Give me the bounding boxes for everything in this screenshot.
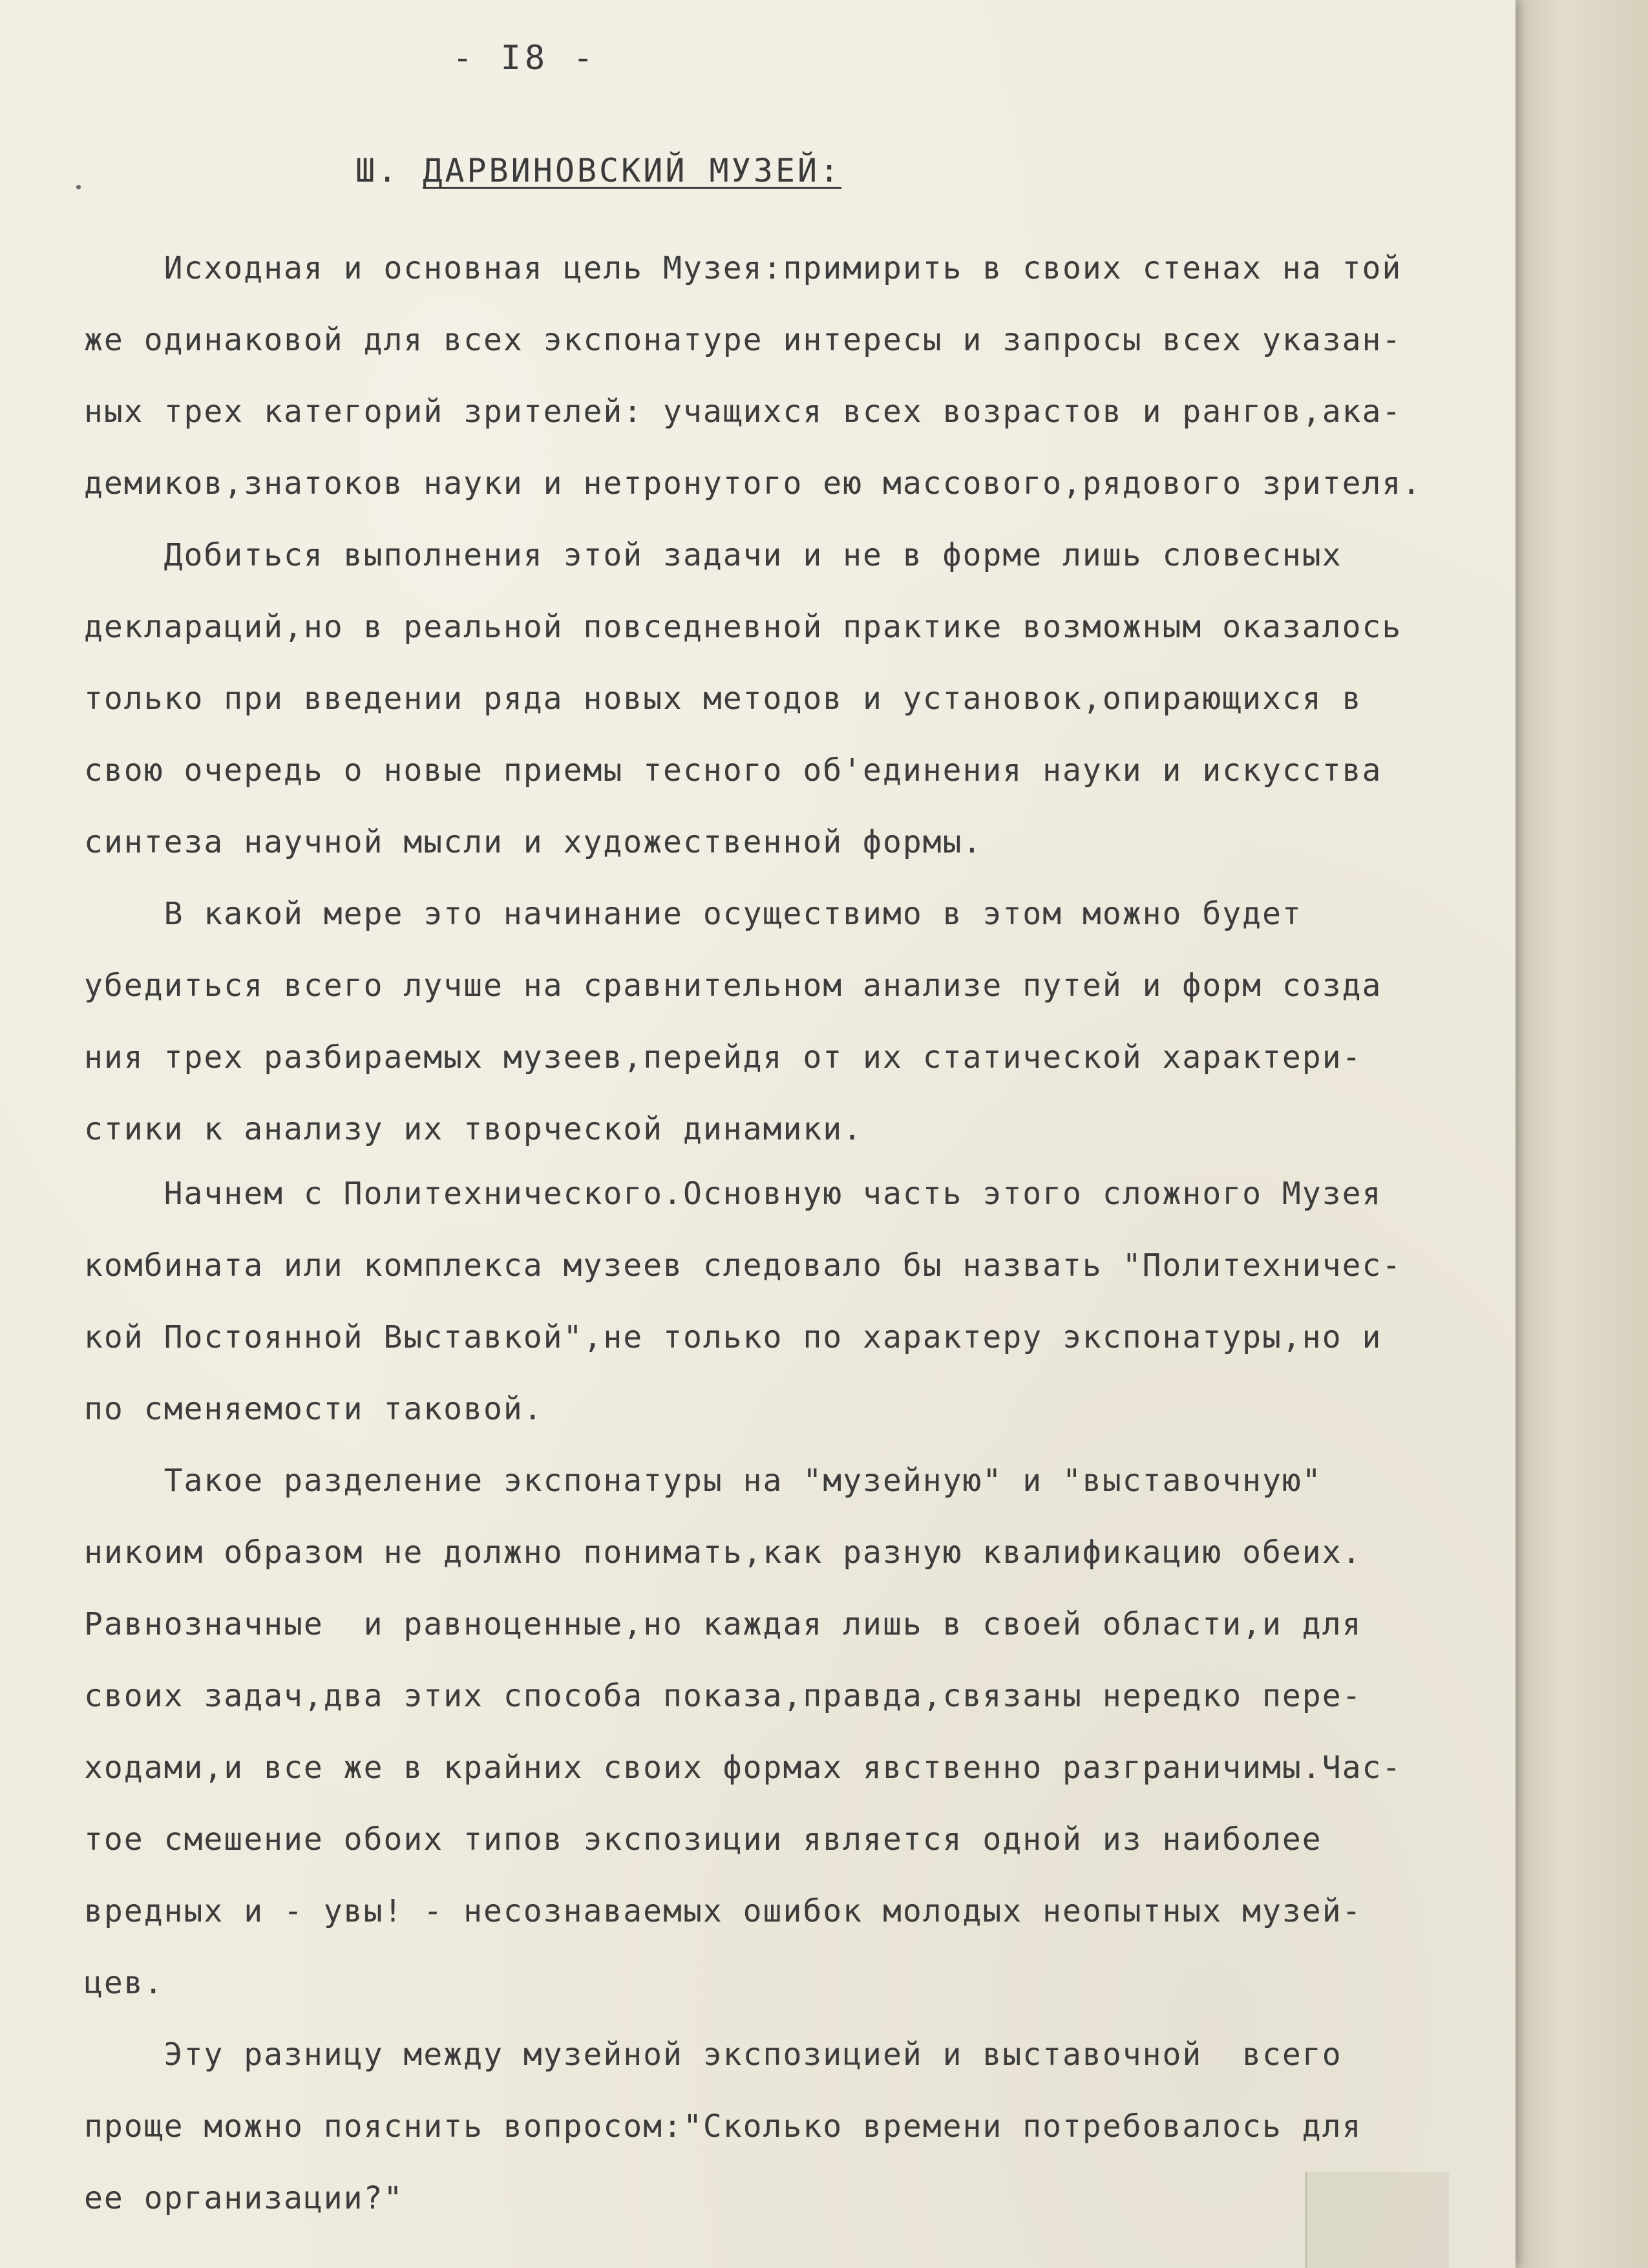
- text-line: проще можно пояснить вопросом:"Сколько времени потребовалось для: [84, 2108, 1362, 2145]
- paper-tab: [1305, 2172, 1449, 2268]
- paragraph-4: [84, 1158, 1493, 1445]
- text-line: деклараций,но в реальной повседневной практике возможным оказалось: [84, 609, 1402, 645]
- text-line: комбината или комплекса музеев следовало бы назвать "Политехничес-: [84, 1247, 1402, 1284]
- page-number: - I8 -: [452, 39, 597, 78]
- paragraph-6: [84, 2019, 1493, 2234]
- text-line: В какой мере это начинание осуществимо в этом можно будет: [84, 896, 1302, 932]
- section-heading-number: Ш.: [355, 152, 400, 189]
- text-line: синтеза научной мысли и художественной формы.: [84, 824, 983, 860]
- text-line: по сменяемости таковой.: [84, 1391, 544, 1427]
- text-line: стики к анализу их творческой динамики.: [84, 1111, 863, 1147]
- text-line: ее организации?": [84, 2180, 404, 2216]
- section-heading-title: ДАРВИНОВСКИЙ МУЗЕЙ:: [423, 152, 842, 189]
- paragraph-5: [84, 1445, 1493, 2019]
- text-line: свою очередь о новые приемы тесного об'единения науки и искусства: [84, 752, 1382, 789]
- text-line: Эту разницу между музейной экспозицией и выставочной всего: [84, 2037, 1342, 2073]
- text-line: Исходная и основная цель Музея:примирить в своих стенах на той: [84, 250, 1402, 286]
- text-line: цев.: [84, 1965, 164, 2001]
- text-line: тое смешение обоих типов экспозиции является одной из наиболее: [84, 1821, 1322, 1858]
- text-line: Равнозначные и равноценные,но каждая лишь в своей области,и для: [84, 1606, 1362, 1642]
- paragraph-2: [84, 520, 1493, 878]
- text-line: ходами,и все же в крайних своих формах явственно разграничимы.Час-: [84, 1750, 1402, 1786]
- text-line: Начнем с Политехнического.Основную часть этого сложного Музея: [84, 1176, 1382, 1212]
- text-line: же одинаковой для всех экспонатуре интересы и запросы всех указан-: [84, 322, 1402, 358]
- text-line: Добиться выполнения этой задачи и не в форме лишь словесных: [84, 537, 1342, 573]
- paragraph-1: [84, 233, 1493, 520]
- stray-mark: [76, 185, 81, 189]
- section-heading: [355, 152, 841, 189]
- text-line: демиков,знатоков науки и нетронутого ею массового,рядового зрителя.: [84, 465, 1422, 502]
- text-line: только при введении ряда новых методов и установок,опирающихся в: [84, 681, 1362, 717]
- text-block-bottom: [84, 1158, 1493, 2234]
- paragraph-3: [84, 878, 1493, 1165]
- text-line: ния трех разбираемых музеев,перейдя от их статической характери-: [84, 1039, 1362, 1076]
- text-line: Такое разделение экспонатуры на "музейную" и "выставочную": [84, 1463, 1322, 1499]
- text-line: никоим образом не должно понимать,как разную квалификацию обеих.: [84, 1534, 1362, 1571]
- text-line: своих задач,два этих способа показа,правда,связаны нередко пере-: [84, 1678, 1362, 1714]
- text-line: кой Постоянной Выставкой",не только по характеру экспонатуры,но и: [84, 1319, 1382, 1355]
- text-line: вредных и - увы! - несознаваемых ошибок молодых неопытных музей-: [84, 1893, 1362, 1929]
- text-line: убедиться всего лучше на сравнительном анализе путей и форм созда: [84, 968, 1382, 1004]
- text-line: ных трех категорий зрителей: учащихся всех возрастов и рангов,ака-: [84, 394, 1402, 430]
- underlying-sheet-edge: [1506, 0, 1648, 2268]
- text-block-top: [84, 233, 1493, 1165]
